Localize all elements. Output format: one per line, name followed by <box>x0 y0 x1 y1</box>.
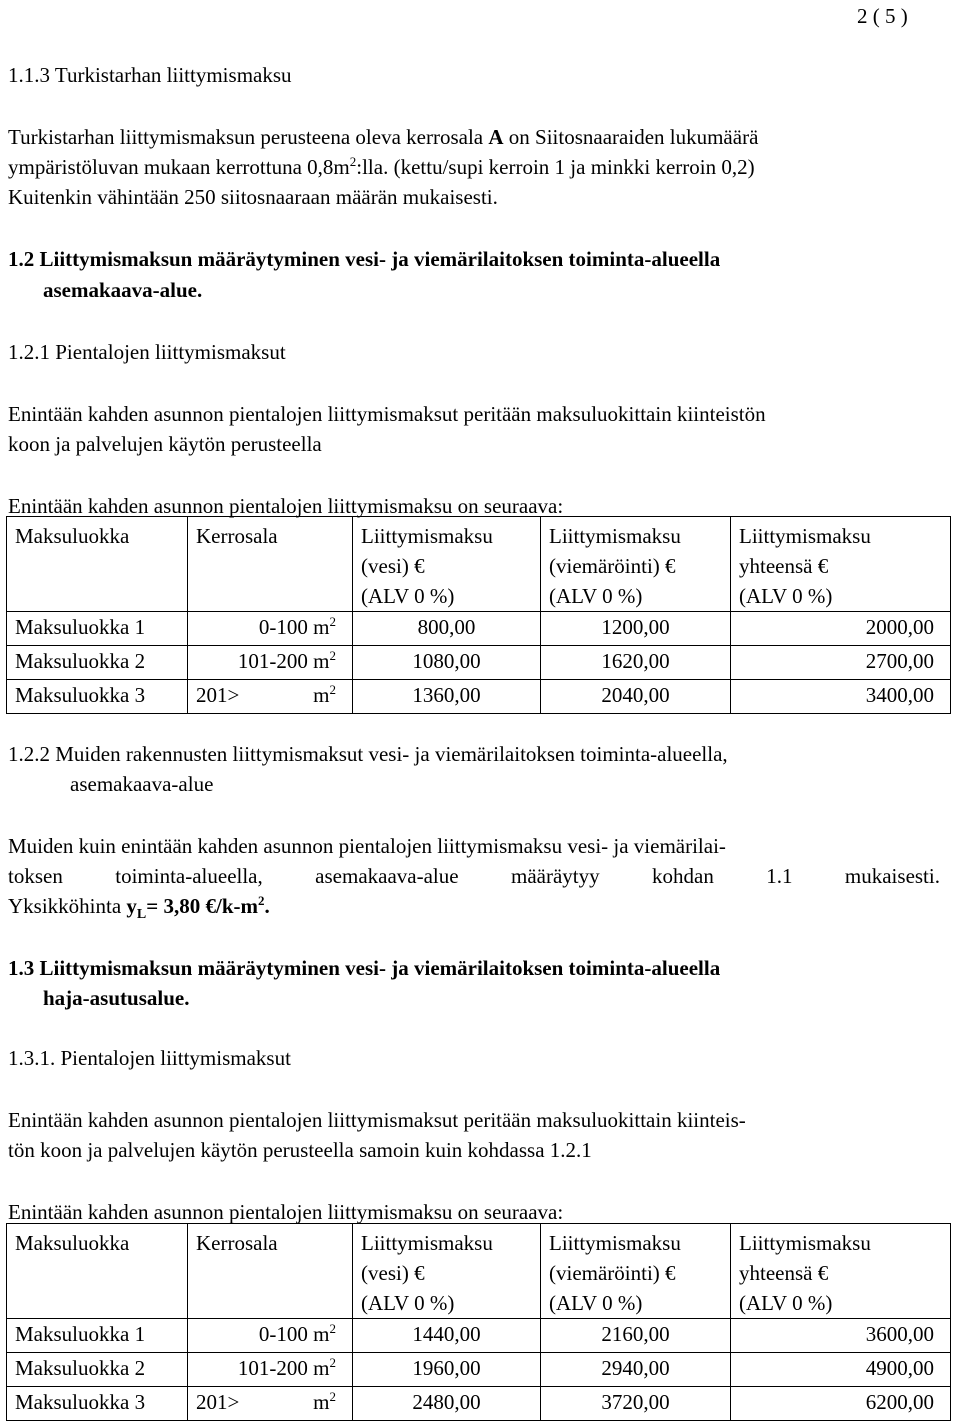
section-1-3-1-table-intro: Enintään kahden asunnon pientalojen liittymismaksu on seuraava: <box>8 1200 564 1224</box>
period: . <box>264 894 270 918</box>
cell-area <box>188 1353 353 1387</box>
section-1-1-3-heading: 1.1.3 Turkistarhan liittymismaksu <box>8 63 292 87</box>
superscript: 2 <box>329 648 336 663</box>
header-total <box>731 1224 951 1319</box>
area-value: 101-200 m <box>237 1356 330 1380</box>
text: Turkistarhan liittymismaksun perusteena oleva kerrosala <box>8 125 489 149</box>
cell-sewer: 2040,00 <box>541 680 731 714</box>
subscript: L <box>136 907 147 922</box>
superscript: 2 <box>329 1355 336 1370</box>
cell-water: 1360,00 <box>353 680 541 714</box>
table-header-row <box>7 1224 951 1319</box>
header-line: Liittymismaksu <box>739 1231 871 1255</box>
section-1-1-3-line-1 <box>8 127 758 148</box>
cell-class: Maksuluokka 1 <box>7 612 188 646</box>
variable-a: A <box>488 125 504 149</box>
header-line: Liittymismaksu <box>361 524 493 548</box>
table-row <box>7 1319 951 1353</box>
section-1-3-1-heading: 1.3.1. Pientalojen liittymismaksut <box>8 1046 291 1070</box>
cell-water: 1440,00 <box>353 1319 541 1353</box>
cell-class: Maksuluokka 1 <box>7 1319 188 1353</box>
section-1-3-heading-cont: haja-asutusalue. <box>43 986 190 1010</box>
cell-total: 6200,00 <box>731 1387 951 1421</box>
cell-total: 3600,00 <box>731 1319 951 1353</box>
cell-class: Maksuluokka 2 <box>7 646 188 680</box>
section-1-2-heading-cont: asemakaava-alue. <box>43 278 203 302</box>
header-total <box>731 517 951 612</box>
text: Yksikköhinta <box>8 894 127 918</box>
fee-table-1 <box>6 516 951 714</box>
superscript: 2 <box>329 614 336 629</box>
header-line: (ALV 0 %) <box>739 1291 833 1315</box>
word: kohdan <box>652 864 714 888</box>
header-area: Kerrosala <box>188 1224 353 1319</box>
unit: m <box>313 1390 330 1414</box>
section-1-1-3-line-3: Kuitenkin vähintään 250 siitosnaaraan määrän mukaisesti. <box>8 185 498 209</box>
header-line: yhteensä € <box>739 1261 829 1285</box>
header-line: (viemäröinti) € <box>549 554 676 578</box>
superscript: 2 <box>349 154 357 169</box>
unit-price-line <box>8 893 270 922</box>
text: on Siitosnaaraiden lukumäärä <box>503 125 759 149</box>
header-line: (ALV 0 %) <box>739 584 833 608</box>
superscript: 2 <box>329 1321 336 1336</box>
header-line: Liittymismaksu <box>739 524 871 548</box>
page-number: 2 ( 5 ) <box>857 4 908 28</box>
header-water <box>353 1224 541 1319</box>
area-unit <box>313 1387 336 1420</box>
cell-area <box>188 646 353 680</box>
section-1-2-1-heading: 1.2.1 Pientalojen liittymismaksut <box>8 340 286 364</box>
cell-sewer: 1200,00 <box>541 612 731 646</box>
cell-class: Maksuluokka 3 <box>7 1387 188 1421</box>
area-unit <box>313 680 336 713</box>
area-value: 0-100 m <box>258 615 330 639</box>
cell-water: 1080,00 <box>353 646 541 680</box>
cell-class: Maksuluokka 3 <box>7 680 188 714</box>
header-sewer <box>541 1224 731 1319</box>
area-value: 201> <box>196 683 240 707</box>
cell-class: Maksuluokka 2 <box>7 1353 188 1387</box>
word: 1.1 <box>766 864 793 888</box>
table-row <box>7 1353 951 1387</box>
header-line: (ALV 0 %) <box>361 1291 455 1315</box>
section-1-2-2-para-line-1: Muiden kuin enintään kahden asunnon pientalojen liittymismaksu vesi- ja viemärilai- <box>8 834 726 858</box>
cell-area <box>188 1319 353 1353</box>
area-value: 0-100 m <box>258 1322 330 1346</box>
word: määräytyy <box>510 864 600 888</box>
header-class: Maksuluokka <box>7 1224 188 1319</box>
header-line: (viemäröinti) € <box>549 1261 676 1285</box>
section-1-2-heading: 1.2 Liittymismaksun määräytyminen vesi- ja viemärilaitoksen toiminta-alueella <box>8 247 721 271</box>
cell-sewer: 1620,00 <box>541 646 731 680</box>
header-line: (ALV 0 %) <box>549 584 643 608</box>
section-1-3-1-para-line-2: tön koon ja palvelujen käytön perusteella samoin kuin kohdassa 1.2.1 <box>8 1138 592 1162</box>
header-line: (ALV 0 %) <box>549 1291 643 1315</box>
cell-sewer: 2940,00 <box>541 1353 731 1387</box>
table-row <box>7 646 951 680</box>
cell-water: 800,00 <box>353 612 541 646</box>
word: toksen <box>8 864 63 888</box>
header-area: Kerrosala <box>188 517 353 612</box>
symbol: y <box>126 894 137 918</box>
section-1-2-1-para-line-1: Enintään kahden asunnon pientalojen liittymismaksut peritään maksuluokittain kiinteistön <box>8 402 766 426</box>
header-line: (vesi) € <box>361 554 425 578</box>
cell-sewer: 2160,00 <box>541 1319 731 1353</box>
header-line: Liittymismaksu <box>549 1231 681 1255</box>
section-1-2-2-heading-cont: asemakaava-alue <box>70 772 214 796</box>
header-water <box>353 517 541 612</box>
word: mukaisesti. <box>844 864 940 888</box>
section-1-2-1-table-intro: Enintään kahden asunnon pientalojen liittymismaksu on seuraava: <box>8 494 564 518</box>
cell-total: 4900,00 <box>731 1353 951 1387</box>
fee-table-2 <box>6 1223 951 1421</box>
cell-total: 2700,00 <box>731 646 951 680</box>
unit: m <box>313 683 330 707</box>
section-1-2-1-para-line-2: koon ja palvelujen käytön perusteella <box>8 432 322 456</box>
area-value: 201> <box>196 1390 240 1414</box>
superscript: 2 <box>257 893 265 908</box>
word: toiminta-alueella, <box>115 864 263 888</box>
text: ympäristöluvan mukaan kerrottuna 0,8m <box>8 155 350 179</box>
word: asemakaava-alue <box>315 864 459 888</box>
header-line: (ALV 0 %) <box>361 584 455 608</box>
superscript: 2 <box>329 682 336 697</box>
cell-area <box>188 680 353 714</box>
cell-sewer: 3720,00 <box>541 1387 731 1421</box>
table-row <box>7 1387 951 1421</box>
header-line: Liittymismaksu <box>549 524 681 548</box>
cell-area <box>188 1387 353 1421</box>
cell-total: 3400,00 <box>731 680 951 714</box>
cell-water: 2480,00 <box>353 1387 541 1421</box>
header-line: Liittymismaksu <box>361 1231 493 1255</box>
unit-price-value <box>126 893 270 922</box>
section-1-3-heading: 1.3 Liittymismaksun määräytyminen vesi- ja viemärilaitoksen toiminta-alueella <box>8 956 721 980</box>
header-line: (vesi) € <box>361 1261 425 1285</box>
table-row <box>7 612 951 646</box>
header-line: yhteensä € <box>739 554 829 578</box>
cell-area <box>188 612 353 646</box>
section-1-2-2-heading: 1.2.2 Muiden rakennusten liittymismaksut vesi- ja viemärilaitoksen toiminta-alueella, <box>8 742 728 766</box>
header-class: Maksuluokka <box>7 517 188 612</box>
section-1-3-1-para-line-1: Enintään kahden asunnon pientalojen liittymismaksut peritään maksuluokittain kiinteis- <box>8 1108 746 1132</box>
value: = 3,80 €/k-m <box>146 894 258 918</box>
cell-water: 1960,00 <box>353 1353 541 1387</box>
header-sewer <box>541 517 731 612</box>
cell-total: 2000,00 <box>731 612 951 646</box>
area-value: 101-200 m <box>237 649 330 673</box>
superscript: 2 <box>329 1389 336 1404</box>
section-1-1-3-line-2 <box>8 154 755 179</box>
text: :lla. (kettu/supi kerroin 1 ja minkki kerroin 0,2) <box>356 155 755 179</box>
table-header-row <box>7 517 951 612</box>
section-1-2-2-para-line-2 <box>8 866 940 887</box>
table-row <box>7 680 951 714</box>
